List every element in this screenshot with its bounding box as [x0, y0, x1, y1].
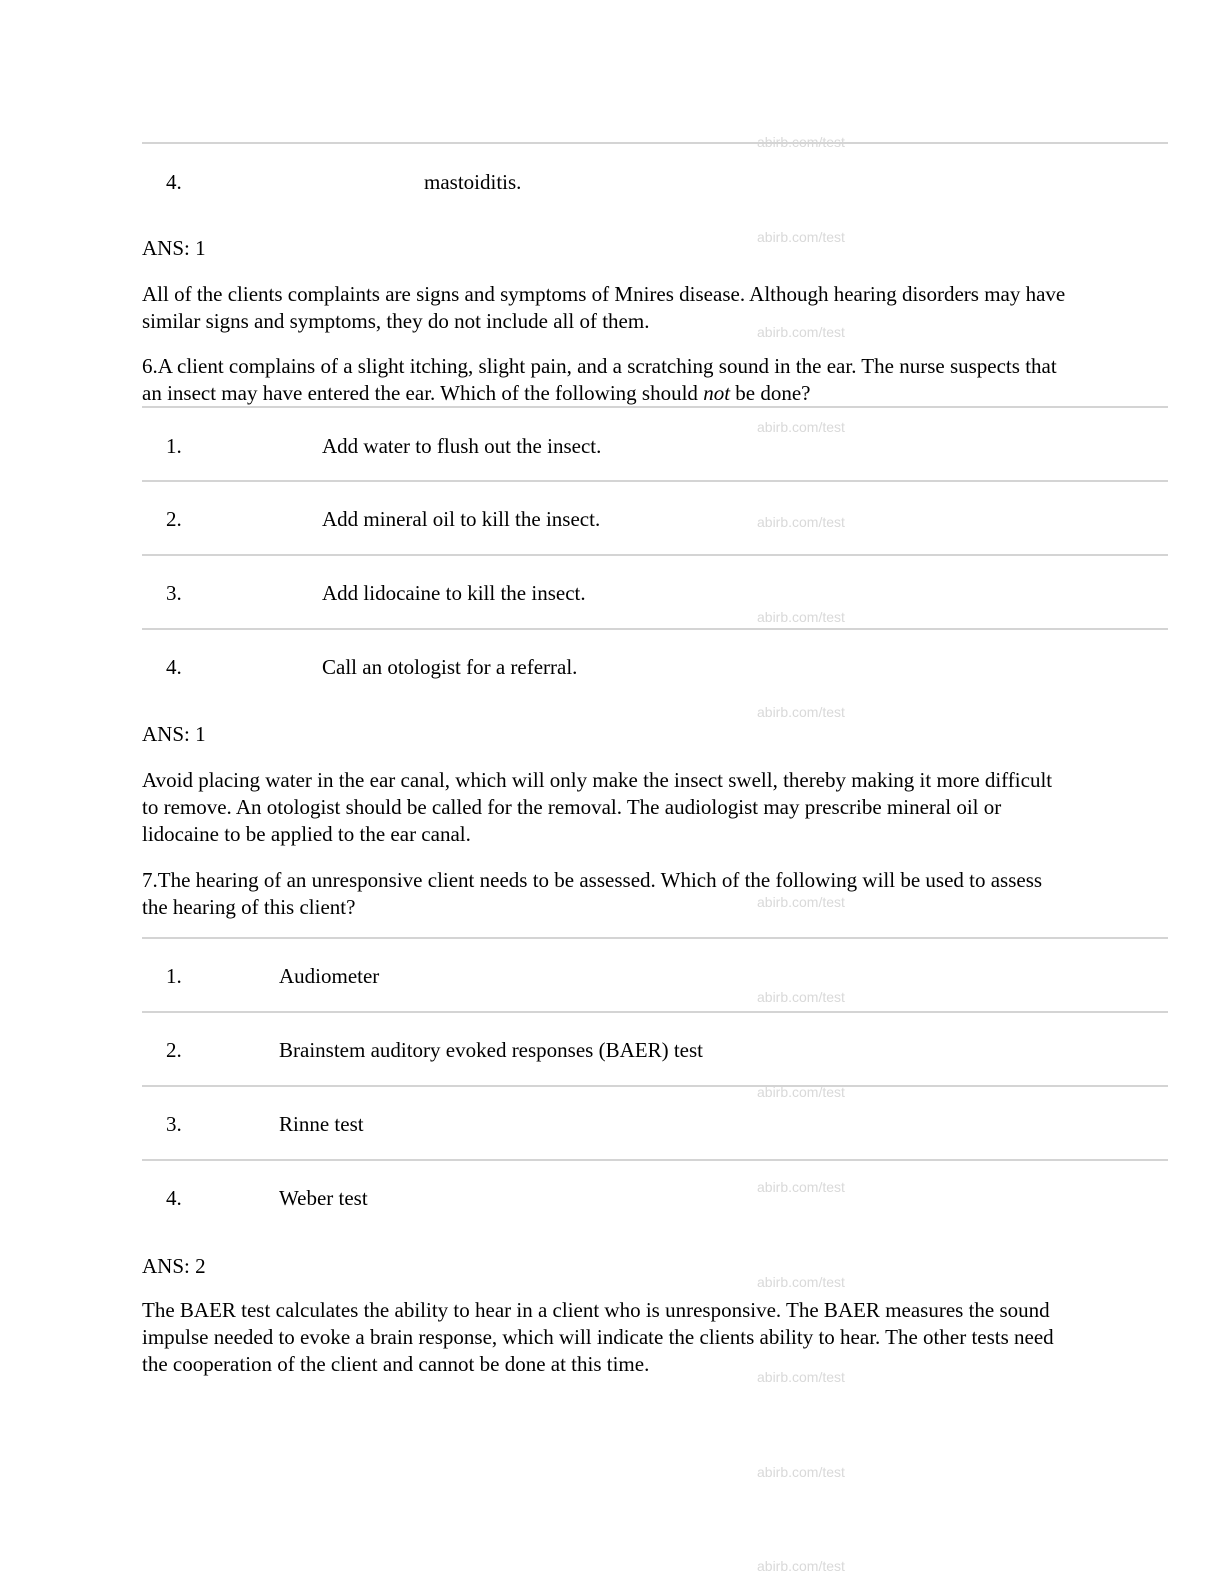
- divider: [142, 1159, 1168, 1161]
- option-number: 1.: [166, 964, 182, 988]
- option-text: Add mineral oil to kill the insect.: [322, 507, 601, 531]
- divider: [142, 1011, 1168, 1013]
- watermark-text: abirb.com/test: [757, 1464, 845, 1480]
- watermark-text: abirb.com/test: [757, 1558, 845, 1574]
- divider: [142, 628, 1168, 630]
- answer-label: ANS: 1: [142, 722, 206, 746]
- option-text: Rinne test: [279, 1112, 364, 1136]
- option-text: Audiometer: [279, 964, 380, 988]
- divider: [142, 142, 1168, 144]
- question-stem: 7.The hearing of an unresponsive client needs to be assessed. Which of the following will be used to assess the hearing of this client?: [142, 868, 1043, 919]
- option-number: 3.: [166, 1112, 182, 1136]
- option-number: 2.: [166, 1038, 182, 1062]
- option-number: 4.: [166, 1186, 182, 1210]
- watermark-text: abirb.com/test: [757, 1274, 845, 1290]
- watermark-text: abirb.com/test: [757, 1369, 845, 1385]
- answer-label: ANS: 1: [142, 236, 206, 260]
- watermark-text: abirb.com/test: [757, 989, 845, 1005]
- option-number: 2.: [166, 507, 182, 531]
- divider: [142, 1085, 1168, 1087]
- option-number: 3.: [166, 581, 182, 605]
- rationale-text: The BAER test calculates the ability to hear in a client who is unresponsive. The BAER measures the sound impulse needed to evoke a brain response, which will indicate the clients ability to hear. The other tests need the cooperation of the client and cannot be done at this time.: [142, 1298, 1054, 1376]
- question-stem-emphasis: not: [703, 381, 731, 405]
- watermark-text: abirb.com/test: [757, 134, 845, 150]
- option-text: Add water to flush out the insect.: [322, 434, 602, 458]
- divider: [142, 406, 1168, 408]
- divider: [142, 554, 1168, 556]
- option-number: 4.: [166, 170, 182, 194]
- watermark-text: abirb.com/test: [757, 894, 845, 910]
- watermark-text: abirb.com/test: [757, 609, 845, 625]
- watermark-text: abirb.com/test: [757, 324, 845, 340]
- watermark-text: abirb.com/test: [757, 229, 845, 245]
- watermark-text: abirb.com/test: [757, 1084, 845, 1100]
- question-stem: [142, 353, 1072, 407]
- option-number: 1.: [166, 434, 182, 458]
- watermark-text: abirb.com/test: [757, 419, 845, 435]
- divider: [142, 937, 1168, 939]
- option-text: Add lidocaine to kill the insect.: [322, 581, 586, 605]
- watermark-text: abirb.com/test: [757, 514, 845, 530]
- question-stem-part: 6.A client complains of a slight itching, slight pain, and a scratching sound in the ear. The nurse suspects that an insect may have entered the ear. Which of the following should: [142, 354, 1057, 405]
- option-text: Call an otologist for a referral.: [322, 655, 578, 679]
- rationale-text: Avoid placing water in the ear canal, which will only make the insect swell, thereby making it more difficult to remove. An otologist should be called for the removal. The audiologist may prescribe mineral oil or lidocaine to be applied to the ear canal.: [142, 768, 1053, 846]
- question-stem-part: be done?: [730, 381, 811, 405]
- watermark-text: abirb.com/test: [757, 1179, 845, 1195]
- divider: [142, 480, 1168, 482]
- rationale-text: All of the clients complaints are signs and symptoms of Mnires disease. Although hearing disorders may have similar signs and symptoms, they do not include all of them.: [142, 282, 1066, 333]
- option-number: 4.: [166, 655, 182, 679]
- answer-label: ANS: 2: [142, 1254, 206, 1278]
- option-text: Brainstem auditory evoked responses (BAER) test: [279, 1038, 703, 1062]
- option-text: Weber test: [279, 1186, 368, 1210]
- watermark-text: abirb.com/test: [757, 704, 845, 720]
- option-text: mastoiditis.: [424, 170, 522, 194]
